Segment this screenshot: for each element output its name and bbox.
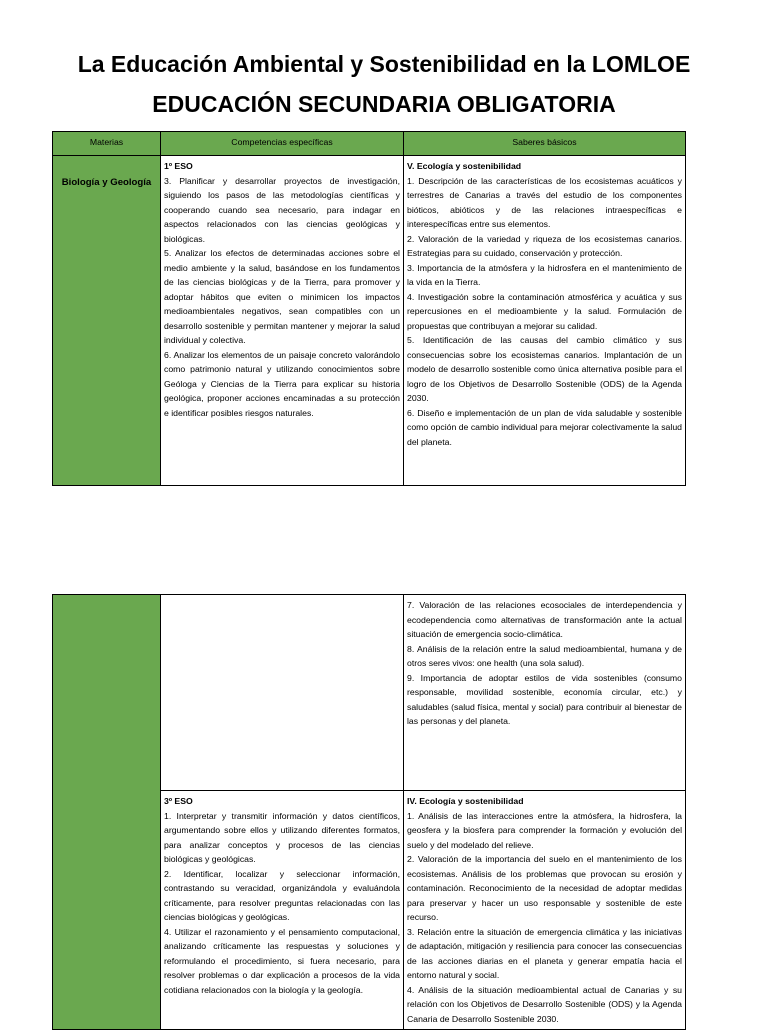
table-row xyxy=(53,595,686,791)
saber-item: 3. Relación entre la situación de emergencia climática y las iniciativas de adaptación, mitigación y resiliencia para conocer las consecuencias de las acciones diarias en el planeta y generar empatía hacia el entorno natural y social. xyxy=(407,926,682,980)
competencia-item: 5. Analizar los efectos de determinadas acciones sobre el medio ambiente y la salud, basándose en los fundamentos de las ciencias biológicas y de la Tierra, para promover y adoptar hábitos que eviten o minimicen los impactos medioambientales negativos, sean compatibles con un desarrollo sostenible y permitan mantener y mejorar la salud individual y colectiva. xyxy=(164,248,400,345)
document-title: La Educación Ambiental y Sostenibilidad en la LOMLOE xyxy=(77,51,691,77)
saber-item: 4. Investigación sobre la contaminación atmosférica y acuática y sus repercusiones en el medioambiente y la salud. Formulación de propuestas que contribuyan a mejorar su calidad. xyxy=(407,291,682,331)
saber-item: 7. Valoración de las relaciones ecosociales de interdependencia y ecodependencia como alternativas de transformación ante la actual situación de emergencia socio-climática. xyxy=(407,600,682,639)
competencia-item: 1. Interpretar y transmitir información y datos científicos, argumentando sobre ellos y utilizando diferentes formatos, para analizar conceptos y procesos de las ciencias biológicas y geológicas. xyxy=(164,810,400,864)
saber-item: 3. Importancia de la atmósfera y la hidrosfera en el mantenimiento de la vida en la Tierra. xyxy=(407,262,682,287)
competencias-cell xyxy=(161,791,404,1030)
saber-item: 2. Valoración de la variedad y riqueza de los ecosistemas canarios. Estrategias para su cuidado, conservación y protección. xyxy=(407,233,682,258)
saber-item: 1. Descripción de las características de los ecosistemas acuáticos y terrestres de Canarias a través del estudio de los componentes bióticos, abióticos y de las relaciones intraespecíficas e interespecíficas entre sus elementos. xyxy=(407,175,682,229)
saber-item: 5. Identificación de las causas del cambio climático y sus consecuencias sobre los ecosistemas canarios. Implantación de un modelo de desarrollo sostenible como única alternativa posible para el logro de los Objetivos de Desarrollo Sostenible (ODS) de la Agenda 2030. xyxy=(407,335,682,403)
subject-cell: Biología y Geología xyxy=(53,156,161,486)
saber-item: 2. Valoración de la importancia del suelo en el mantenimiento de los ecosistemas. Análisis de los problemas que provocan su erosión y contaminación. Reconocimiento de la necesidad de adoptar medidas para preservar y hacer un uso responsable y sostenible de este recurso. xyxy=(407,854,682,922)
table-header-row xyxy=(53,132,686,156)
saberes-cell xyxy=(404,791,686,1030)
saberes-cell xyxy=(404,595,686,791)
saber-item: 4. Análisis de la situación medioambiental actual de Canarias y su relación con los Objetivos de Desarrollo Sostenible (ODS) y la Agenda Canaria de Desarrollo Sostenible 2030. xyxy=(407,984,682,1024)
course-label: 1º ESO xyxy=(164,161,193,171)
column-header-materias: Materias xyxy=(53,132,161,156)
table-row xyxy=(53,156,686,486)
document-subtitle: EDUCACIÓN SECUNDARIA OBLIGATORIA xyxy=(152,91,616,117)
competencia-item: 6. Analizar los elementos de un paisaje concreto valorándolo como patrimonio natural y utilizando conocimientos sobre Geóloga y Ciencias de la Tierra para explicar su historia geológica, proponer acciones encaminadas a su protección e identificar posibles riesgos naturales. xyxy=(164,349,400,418)
competencia-item: 2. Identificar, localizar y seleccionar información, contrastando su veracidad, organizándola y evaluándola críticamente, para resolver preguntas relacionadas con las ciencias biológicas y geológicas. xyxy=(164,868,400,922)
saberes-cell xyxy=(404,156,686,486)
competencias-cell xyxy=(161,156,404,486)
saberes-block-title: V. Ecología y sostenibilidad xyxy=(407,161,522,171)
saber-item: 9. Importancia de adoptar estilos de vida sostenibles (consumo responsable, movilidad sostenible, economía circular, etc.) y saludables (salud física, mental y social) para contribuir al bienestar de las personas y del planeta. xyxy=(407,672,682,726)
curriculum-table-part-1 xyxy=(52,131,686,486)
curriculum-table-part-2 xyxy=(52,594,686,1030)
saberes-block-title: IV. Ecología y sostenibilidad xyxy=(407,796,524,806)
saber-item: 8. Análisis de la relación entre la salud medioambiental, humana y de otros seres vivos: one health (una sola salud). xyxy=(407,643,682,668)
subject-cell-continued xyxy=(53,595,161,1030)
column-header-saberes: Saberes básicos xyxy=(404,132,686,156)
column-header-competencias: Competencias específicas xyxy=(161,132,404,156)
competencia-item: 3. Planificar y desarrollar proyectos de investigación, siguiendo los pasos de las metodologías científicas y cooperando cuando sea necesario, para indagar en aspectos relacionados con las ciencias geológicas y biológicas. xyxy=(164,175,400,244)
competencias-cell-empty xyxy=(161,595,404,791)
saber-item: 6. Diseño e implementación de un plan de vida saludable y sostenible como opción de cambio individual para mejorar colectivamente la salud del planeta. xyxy=(407,407,682,447)
competencia-item: 4. Utilizar el razonamiento y el pensamiento computacional, analizando críticamente las respuestas y soluciones y reformulando el procedimiento, si fuera necesario, para resolver problemas o dar explicación a procesos de la vida cotidiana relacionados con la biología y la geología. xyxy=(164,926,400,995)
course-label: 3º ESO xyxy=(164,796,193,806)
saber-item: 1. Análisis de las interacciones entre la atmósfera, la hidrosfera, la geosfera y la biosfera para comprender la formación y evolución del suelo y del modelado del relieve. xyxy=(407,810,682,850)
